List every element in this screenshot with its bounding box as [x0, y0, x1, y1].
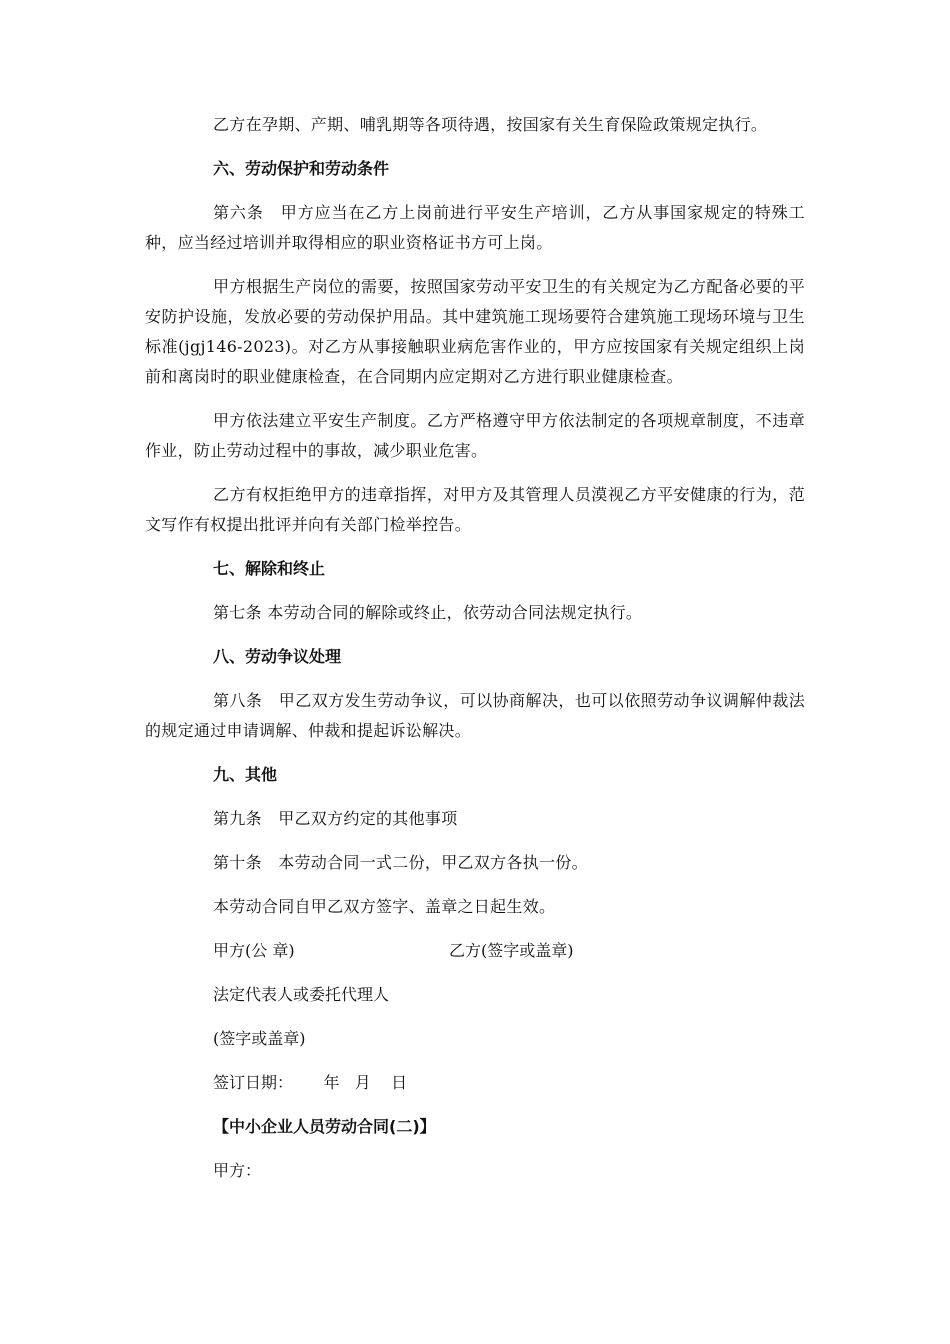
heading-dispute: 八、劳动争议处理 — [213, 647, 342, 666]
party-a-label: 甲方： — [213, 1161, 262, 1180]
paragraph-effective: 本劳动合同自甲乙双方签字、盖章之日起生效。 — [213, 897, 556, 916]
paragraph-maternity: 乙方在孕期、产期、哺乳期等各项待遇，按国家有关生育保险政策规定执行。 — [213, 115, 768, 134]
paragraph-safety-system: 甲方依法建立平安生产制度。乙方严格遵守甲方依法制定的各项规章制度，不违章作业，防止劳动过程中的事故，减少职业危害。 — [145, 411, 805, 460]
party-a-seal-label: 甲方(公 章) — [213, 941, 295, 960]
paragraph-article-10: 第十条 本劳动合同一式二份，甲乙双方各执一份。 — [213, 853, 588, 872]
paragraph-article-8: 第八条 甲乙双方发生劳动争议，可以协商解决，也可以依照劳动争议调解仲裁法的规定通过申请调解、仲裁和提起诉讼解决。 — [145, 691, 805, 740]
sign-or-seal-label: (签字或盖章) — [213, 1029, 306, 1048]
paragraph-refuse-orders: 乙方有权拒绝甲方的违章指挥，对甲方及其管理人员漠视乙方平安健康的行为，范文写作有权提出批评并向有关部门检举控告。 — [145, 485, 805, 534]
section-title-contract-two: 【中小企业人员劳动合同(二)】 — [213, 1117, 436, 1136]
sign-date-line: 签订日期： 年 月 日 — [213, 1073, 408, 1092]
heading-labor-protection: 六、劳动保护和劳动条件 — [213, 159, 390, 178]
signature-parties-row — [145, 936, 805, 966]
representative-label: 法定代表人或委托代理人 — [213, 985, 390, 1004]
paragraph-article-9: 第九条 甲乙双方约定的其他事项 — [213, 809, 458, 828]
heading-other: 九、其他 — [213, 765, 278, 784]
paragraph-article-6: 第六条 甲方应当在乙方上岗前进行平安生产培训，乙方从事国家规定的特殊工种，应当经过培训并取得相应的职业资格证书方可上岗。 — [145, 203, 805, 252]
party-b-sign-label: 乙方(签字或盖章) — [449, 941, 574, 960]
heading-termination: 七、解除和终止 — [213, 559, 326, 578]
paragraph-article-7: 第七条 本劳动合同的解除或终止，依劳动合同法规定执行。 — [213, 603, 643, 622]
document-page — [145, 110, 805, 1200]
paragraph-safety-equipment: 甲方根据生产岗位的需要，按照国家劳动平安卫生的有关规定为乙方配备必要的平安防护设施，发放必要的劳动保护用品。其中建筑施工现场要符合建筑施工现场环境与卫生标准(jgj146-2023)。对乙方从事接触职业病危害作业的，甲方应按国家有关规定组织上岗前和离岗时的职业健康检查，在合同期内应定期对乙方进行职业健康检查。 — [145, 277, 805, 386]
